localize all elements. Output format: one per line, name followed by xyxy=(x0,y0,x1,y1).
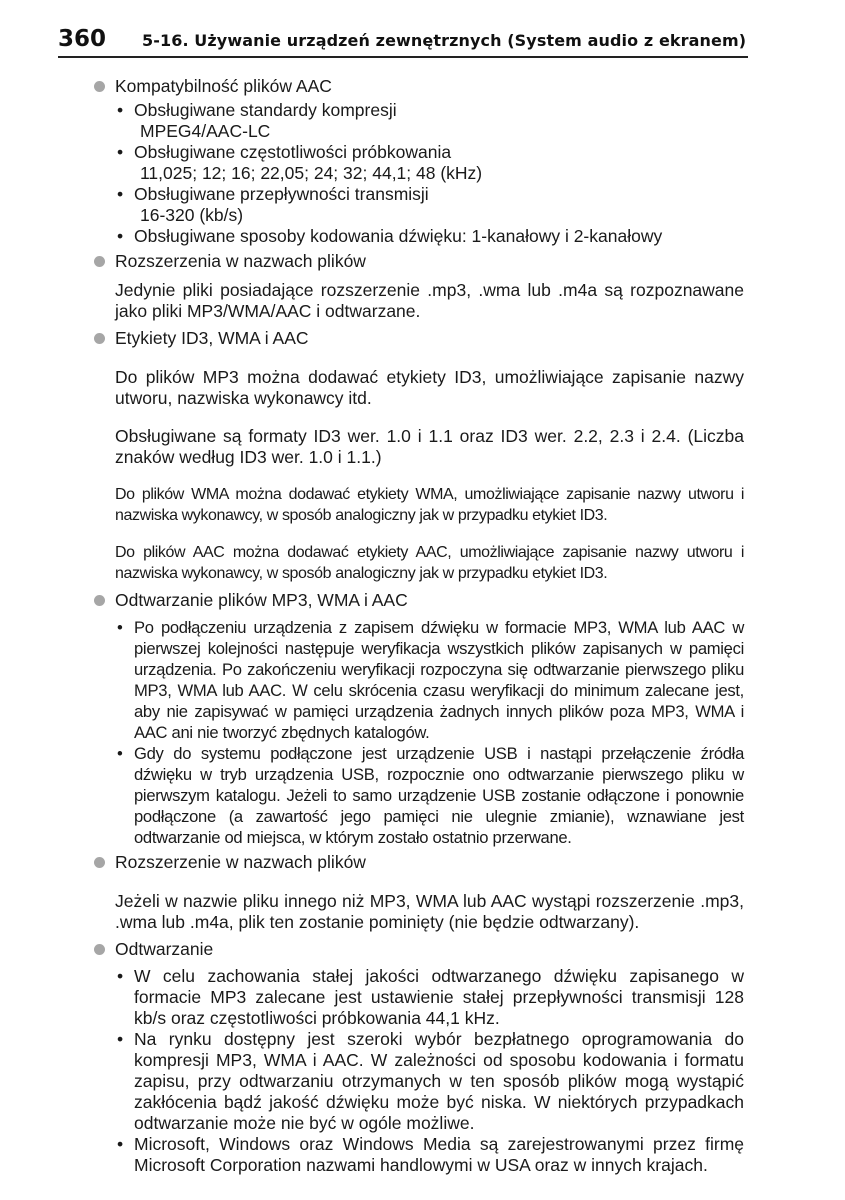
bullet-dot-icon xyxy=(94,595,105,606)
chapter-title: 5-16. Używanie urządzeń zewnętrznych (System audio z ekranem) xyxy=(142,31,747,50)
section-heading: Odtwarzanie plików MP3, WMA i AAC xyxy=(92,589,744,611)
list-item: • Obsługiwane przepływności transmisji 16-320 (kb/s) xyxy=(117,184,429,225)
section-heading: Kompatybilność plików AAC xyxy=(92,75,744,97)
section-heading: Etykiety ID3, WMA i AAC xyxy=(92,327,744,349)
list-item: • Obsługiwane standardy kompresji MPEG4/AAC-LC xyxy=(117,100,397,141)
list-item: • Obsługiwane sposoby kodowania dźwięku: 1-kanałowy i 2-kanałowy xyxy=(117,226,663,246)
page-content xyxy=(92,72,744,1179)
bullet-list xyxy=(115,966,744,1176)
section-tags xyxy=(92,327,744,584)
bullet-dot-icon xyxy=(94,944,105,955)
section-file-extensions xyxy=(92,250,744,322)
paragraph: Jeżeli w nazwie pliku innego niż MP3, WMA lub AAC wystąpi rozszerzenie .mp3, .wma lub .m4a, plik ten zostanie pominięty (nie będzie odtwarzany). xyxy=(115,890,744,932)
page-header xyxy=(0,0,845,60)
list-item: • Po podłączeniu urządzenia z zapisem dźwięku w formacie MP3, WMA lub AAC w pierwszej kolejności następuje weryfikacja wszystkich plików zapisanych w pamięci urządzenia. Po zakończeniu weryfikacji rozpoczyna się odtwarzanie pierwszego pliku MP3, WMA lub AAC. W celu skrócenia czasu weryfikacji do minimum zalecane jest, aby nie zapisywać w pamięci urządzenia żadnych innych plików poza MP3, WMA i AAC ani nie tworzyć zbędnych katalogów. xyxy=(117,618,744,742)
paragraph: Do plików MP3 można dodawać etykiety ID3, umożliwiające zapisanie nazwy utworu, nazwiska wykonawcy itd. xyxy=(115,366,744,408)
header-divider xyxy=(58,56,748,58)
section-playback xyxy=(92,938,744,1176)
bullet-list xyxy=(115,617,744,848)
bullet-dot-icon xyxy=(94,333,105,344)
bullet-dot-icon xyxy=(94,256,105,267)
section-extension-skip xyxy=(92,851,744,933)
bullet-dot-icon xyxy=(94,857,105,868)
section-playback-files xyxy=(92,589,744,848)
section-heading: Rozszerzenia w nazwach plików xyxy=(92,250,744,272)
list-item: • W celu zachowania stałej jakości odtwarzanego dźwięku zapisanego w formacie MP3 zalecane jest ustawienie stałej przepływności transmisji 128 kb/s oraz częstotliwości próbkowania 44,1 kHz. xyxy=(117,965,744,1028)
section-aac-compatibility xyxy=(92,75,744,247)
paragraph: Do plików AAC można dodawać etykiety AAC, umożliwiające zapisanie nazwy utworu i nazwiska wykonawcy, w sposób analogiczny jak w przypadku etykiet ID3. xyxy=(115,544,744,582)
paragraph: Jedynie pliki posiadające rozszerzenie .mp3, .wma lub .m4a są rozpoznawane jako pliki MP3/WMA/AAC i odtwarzane. xyxy=(115,280,744,321)
list-item: • Na rynku dostępny jest szeroki wybór bezpłatnego oprogramowania do kompresji MP3, WMA i AAC. W zależności od sposobu kodowania i formatu zapisu, przy odtwarzaniu otrzymanych w ten sposób plików mogą wystąpić zakłócenia bądź jakość dźwięku może być niska. W niektórych przypadkach odtwarzanie może nie być w ogóle możliwe. xyxy=(117,1028,744,1133)
paragraph: Obsługiwane są formaty ID3 wer. 1.0 i 1.1 oraz ID3 wer. 2.2, 2.3 i 2.4. (Liczba znaków według ID3 wer. 1.0 i 1.1.) xyxy=(115,426,744,467)
list-item: • Obsługiwane częstotliwości próbkowania 11,025; 12; 16; 22,05; 24; 32; 44,1; 48 (kHz) xyxy=(117,142,483,183)
list-item: • Gdy do systemu podłączone jest urządzenie USB i nastąpi przełączenie źródła dźwięku w tryb urządzenia USB, rozpocznie ono odtwarzanie pierwszego pliku w pierwszym katalogu. Jeżeli to samo urządzenie USB zostanie odłączone i ponownie podłączone (a zawartość jego pamięci nie ulegnie zmianie), wznawiane jest odtwarzanie od miejsca, w którym zostało ostatnio przerwane. xyxy=(117,744,744,847)
page-number: 360 xyxy=(58,26,107,52)
spec-list xyxy=(115,100,744,247)
bullet-dot-icon xyxy=(94,81,105,92)
list-item: • Microsoft, Windows oraz Windows Media są zarejestrowanymi przez firmę Microsoft Corporation nazwami handlowymi w USA oraz w innych krajach. xyxy=(117,1133,744,1175)
paragraph: Do plików WMA można dodawać etykiety WMA, umożliwiające zapisanie nazwy utworu i nazwiska wykonawcy, w sposób analogiczny jak w przypadku etykiet ID3. xyxy=(115,486,744,524)
section-heading: Odtwarzanie xyxy=(92,938,744,960)
section-heading: Rozszerzenie w nazwach plików xyxy=(92,851,744,873)
